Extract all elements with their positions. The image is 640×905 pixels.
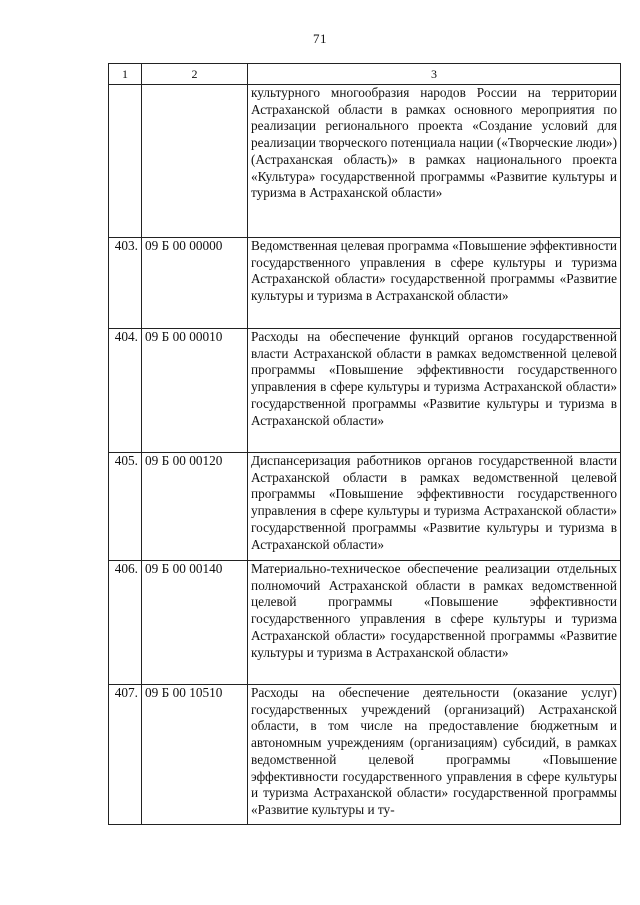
budget-code: 09 Б 00 10510 [142, 685, 248, 825]
budget-code: 09 Б 00 00010 [142, 329, 248, 453]
item-description: Диспансеризация работников органов государственной власти Астраханской области в рамках ведомственной целевой программы «Повышение эффективности государственного управления в сфере культуры и туризма Астраханской области» государственной программы «Развитие культуры и туризма в Астраханской области» [248, 453, 621, 561]
item-description: Расходы на обеспечение деятельности (оказание услуг) государственных учреждений (организаций) Астраханской области, в том числе на предоставление бюджетным и автономным учреждениям (организациям) субсидий, в рамках ведомственной целевой программы «Повышение эффективности государственного управления в сфере культуры и туризма Астраханской области» государственной программы «Развитие культуры и ту- [248, 685, 621, 825]
budget-code: 09 Б 00 00140 [142, 561, 248, 685]
column-header-3: 3 [248, 64, 621, 85]
item-description: Материально-техническое обеспечение реализации отдельных полномочий Астраханской области в рамках ведомственной целевой программы «Повышение эффективности государственного управления в сфере культуры и туризма Астраханской области» государственной программы «Развитие культуры и туризма в Астраханской области» [248, 561, 621, 685]
budget-items-table [108, 63, 621, 825]
table-row [109, 85, 621, 238]
item-description: Ведомственная целевая программа «Повышение эффективности государственного управления в сфере культуры и туризма Астраханской области» государственной программы «Развитие культуры и туризма в Астраханской области» [248, 238, 621, 329]
column-header-1: 1 [109, 64, 142, 85]
row-number: 405. [109, 453, 142, 561]
table-row [109, 238, 621, 329]
table-row [109, 453, 621, 561]
item-description: культурного многообразия народов России на территории Астраханской области в рамках основного мероприятия по реализации регионального проекта «Создание условий для реализации творческого потенциала нации («Творческие люди») (Астраханская область)» в рамках национального проекта «Культура» государственной программы «Развитие культуры и туризма в Астраханской области» [248, 85, 621, 238]
row-number [109, 85, 142, 238]
budget-code: 09 Б 00 00120 [142, 453, 248, 561]
budget-code [142, 85, 248, 238]
column-header-2: 2 [142, 64, 248, 85]
table-row [109, 561, 621, 685]
item-description: Расходы на обеспечение функций органов государственной власти Астраханской области в рамках ведомственной целевой программы «Повышение эффективности государственного управления в сфере культуры и туризма Астраханской области» государственной программы «Развитие культуры и туризма в Астраханской области» [248, 329, 621, 453]
row-number: 407. [109, 685, 142, 825]
table-row [109, 329, 621, 453]
table-row [109, 685, 621, 825]
row-number: 404. [109, 329, 142, 453]
row-number: 406. [109, 561, 142, 685]
table-header-row [109, 64, 621, 85]
row-number: 403. [109, 238, 142, 329]
page-number: 71 [313, 31, 327, 46]
budget-code: 09 Б 00 00000 [142, 238, 248, 329]
